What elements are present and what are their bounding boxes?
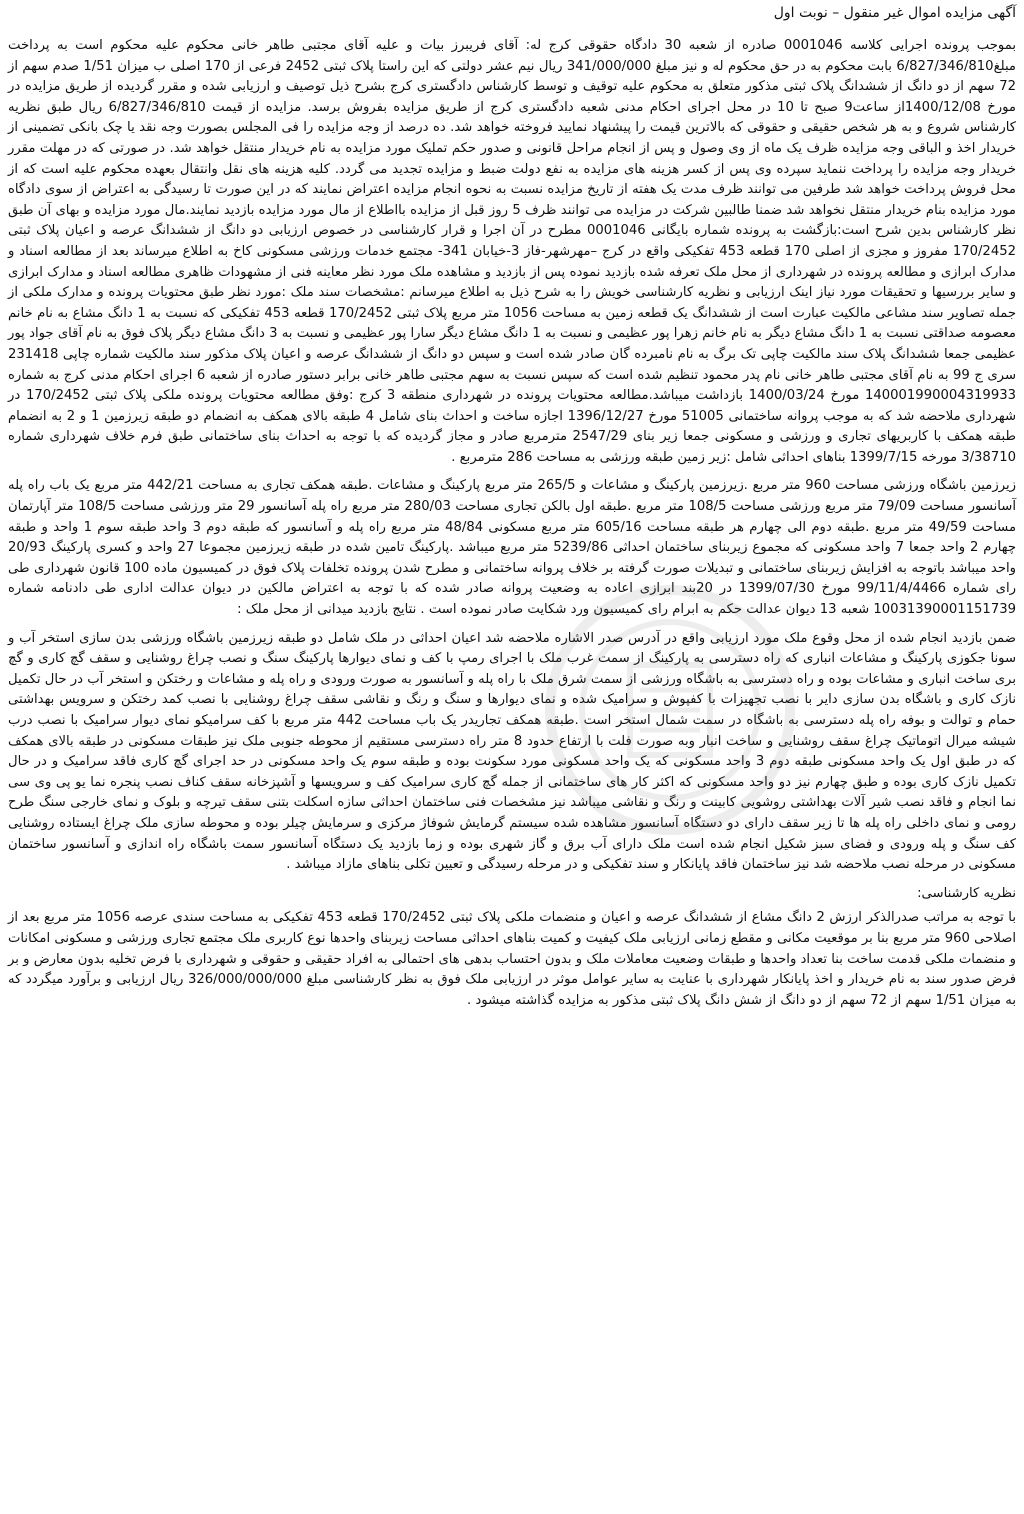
notice-title: آگهی مزایده اموال غیر منقول – نوبت اول — [773, 5, 1016, 21]
paragraph-spacer — [8, 621, 1016, 629]
notice-paragraph-1: بموجب پرونده اجرایی کلاسه 0001046 صادره از شعبه 30 دادگاه حقوقی کرج له: آقای فریبرز بیات و علیه آقای مجتبی طاهر خانی محکوم علیه محکوم است به پرداخت مبلغ6/827/346/810 بابت محکوم به در حق محکوم له و نیز مبلغ 341/000/000 ریال نیم عشر دولتی که این راستا پلاک ثبتی 2452 فرعی از 170 اصلی ب میزان 1/51 صدم سهم از 72 سهم از دو دانگ از ششدانگ پلاک ثبتی مذکور متعلق به محکوم علیه توقیف و توسط کارشناس دادگستری کرج بشرح ذیل توصیف و ارزیابی شده و مقرر گردیده از طریق مزایده در مورخ 1400/12/08از ساعت9 صبح تا 10 در محل اجرای احکام مدنی شعبه دادگستری کرج از طریق مزایده بفروش برسد. مزایده از قیمت 6/827/346/810 ریال طبق نظریه کارشناس شروع و به هر شخص حقیقی و حقوقی که بالاترین قیمت را پیشنهاد نمایید فروخته خواهد شد. ده درصد از وجه مزایده را فی المجلس بصورت وجه نقد یا چک بانکی تضمینی از خریدار اخذ و الباقی وجه مزایده ظرف یک ماه از وی وصول و پس از انجام مراحل قانونی و صدور حکم تملیک مورد مزایده به نام خریدار منتقل خواهد شد. در صورتی که در مهلت مقرر خریدار وجه مزایده را پرداخت ننماید سپرده وی پس از کسر هزینه های مزایده به نفع دولت ضبط و مزایده تجدید می گردد. کلیه هزینه های نقل وانتقال بعهده محکوم علیه است که از محل فروش پرداخت خواهد شد طرفین می توانند ظرف مدت یک هفته از تاریخ مزایده نسبت به نحوه انجام مزایده اعتراض نمایند که در این صورت تا رسیدگی به اعتراض از سوی دادگاه مورد مزایده بنام خریدار منتقل نخواهد شد ضمنا طالبین شرکت در مزایده می توانند ظرف 5 روز قبل از مزایده بااطلاع از مال مورد مزایده بازدید نمایند.مال مورد مزایده و بهای آن طبق نظر کارشناس بدین شرح است:بازگشت به پرونده شماره بایگانی 0001046 مطرح در آن اجرا و قرار کارشناسی در خصوص ارزیابی دو دانگ از ششدانگ عرصه و اعیان پلاک ثبتی 170/2452 مفروز و مجزی از اصلی 170 قطعه 453 تفکیکی واقع در کرج –مهرشهر-فاز 3-خیابان 341- مجتمع خدمات ورزشی مسکونی کاخ به اطلاع میرساند بعد از مطالعه اسناد و مدارک ابرازی و مطالعه پرونده در شهرداری از محل ملک تعرفه شده بازدید نموده پس از بازدید و مشاهده ملک مورد نظر معاینه فنی از مشهودات ظاهری مطالعه اسناد و مدارک ابرازی و سایر بررسیها و تحقیقات مورد نیاز اینک ارزیابی و نظریه کارشناسی خویش را به شرح ذیل به اطلاع میرسانم :مشخصات سند ملک :مورد نظر طبق محتویات پرونده و مدارک ملکی از جمله تصاویر سند مشاعی مالکیت عبارت است از ششدانگ یک قطعه زمین به مساحت 1056 متر مربع پلاک ثبتی 170/2452 قطعه 453 تفکیکی که نسبت به 1 دانگ مشاع به نام خانم معصومه صداقتی نسبت به 1 دانگ مشاع دیگر به نام خانم زهرا پور عظیمی و نسبت به 1 دانگ مشاع دیگر سارا پور عظیمی و نسبت به 3 دانگ مشاع دیگر پلاک فوق به نام آقای جواد پور عظیمی جمعا ششدانگ پلاک سند مالکیت چاپی تک برگ به نام نامبرده گان صادر شده است و سپس دو دانگ از ششدانگ عرصه و اعیان پلاک مذکور سند مالکیت شماره چاپی 231418 سری ج 99 به نام آقای مجتبی طاهر خانی نام پدر محمود تنظیم شده است که سپس نسبت به سهم مجتبی طاهر خانی برابر دستور صادره از شعبه 6 اجرای احکام مدنی کرج به شماره 140001990004319933 مورخ 1400/03/24 بازداشت میباشد.مطالعه محتویات پرونده در شهرداری منطقه 3 کرج :وفق مطالعه محتویات پرونده ملکی پلاک ثبتی 170/2452 در شهرداری ملاحضه شد که به موجب پروانه ساختمانی 51005 مورخ 1396/12/27 اجازه ساخت و احداث بنای شامل 4 طبقه بالای همکف به انضمام دو طبقه زیرزمین 1 و 2 به انضمام طبقه همکف با کاربریهای تجاری و ورزشی و مسکونی جمعا زیر بنای 2547/29 مترمربع صادر و مجاز گردیده که با توجه به احداث بنای ساختمانی طبق فرم خلاف شهرداری شماره 3/38710 مورخه 1399/7/15 بناهای احداثی شامل :زیر زمین طبقه ورزشی به مساحت 286 مترمربع . — [8, 38, 1017, 465]
notice-paragraph-2: زیرزمین باشگاه ورزشی مساحت 960 متر مربع .زیرزمین پارکینگ و مشاعات و 265/5 متر مربع پارکینگ و مشاعات .طبقه همکف تجاری به مساحت 442/21 متر مربع یک باب راه پله آسانسور مساحت 79/09 متر مربع ورزشی مساحت 108/5 متر مربع .طبقه اول بالکن تجاری مساحت 280/03 متر مربع راه پله آسانسور 29 متر ورزشی مساحت 108/5 متر آپارتمان مساحت 49/59 متر مربع .طبقه دوم الی چهارم هر طبقه مساحت 605/16 متر مربع مسکونی 48/84 متر مربع راه پله و آسانسور که طبقه دوم 3 واحد طبقه سوم 1 واحد و طبقه چهارم 2 واحد جمعا 7 واحد مسکونی که مجموع زیربنای ساختمان احداثی 5239/86 متر مربع میباشد .پارکینگ تامین شده در طبقه زیرزمین مجموعا 27 واحد و کسری پارکینگ 20/93 واحد میباشد باتوجه به افزایش زیربنای ساختمانی و تبدیلات صورت گرفته بر خلاف پروانه ساختمانی و مطرح شدن پرونده تخلفات پلاک فوق در کمیسیون ماده 100 قانون شهرداری طی رای شماره 99/11/4/4466 مورخ 1399/07/30 در 20بند ابرازی اعاده به وضعیت پروانه صادر شده که با توجه به اعتراض مالکین در دیوان عدالت اداری طی دادنامه شماره 10031390001151739 شعبه 13 دیوان عدالت حکم به ابرام رای کمیسیون ورد شکایت صادر نموده است . نتایج بازدید میدانی از محل ملک : — [8, 478, 1017, 618]
expert-opinion-text: با توجه به مراتب صدرالذکر ارزش 2 دانگ مشاع از ششدانگ عرصه و اعیان و منضمات ملکی پلاک ثبتی 170/2452 قطعه 453 تفکیکی به مساحت سندی عرصه 1056 متر مربع بعد از اصلاحی 960 متر مربع بنا بر موقعیت مکانی و مقطع زمانی ارزیابی ملک کیفیت و کمیت بناهای احداثی مساحت زیربنای واحدها نوع کاربری ملک مجتمع تجاری ورزشی و مسکونی امکانات و منضمات ملکی قدمت ساخت بنا تعداد واحدها و طبقات وضعیت معاملات ملک و بدون احتساب بدهی های احتمالی به افراد حقیقی و حقوقی و شهرداری با فرض تخلیه بدون معارض و بر فرض صدور سند به نام خریدار و اخذ پایانکار شهرداری با عنایت به سایر عوامل موثر در ارزیابی ملک فوق به نظر کارشناسی مبلغ 326/000/000/000 ریال ارزیابی و برآورد میگردد که به میزان 1/51 سهم از 72 سهم از دو دانگ از شش دانگ پلاک ثبتی مذکور به مزایده گذاشته میشود . — [8, 910, 1016, 1008]
expert-opinion-heading: نظریه کارشناسی: — [917, 885, 1016, 901]
notice-paragraph-3: ضمن بازدید انجام شده از محل وقوع ملک مورد ارزیابی واقع در آدرس صدر الاشاره ملاحضه شد اعیان احداثی در ملک شامل دو طبقه زیرزمین باشگاه ورزشی بدن سازی استخر آب و سونا جکوزی پارکینگ و مشاعات انباری که راه دسترسی به پارکینگ از سمت غرب ملک با اجرای رمپ با کف و نمای دیوارها پارکینگ سنگ و نصب چراغ روشنایی و سقف گچ کاری و گچ بری ساخت انباری و مشاعات بوده و راه دسترسی به باشگاه ورزشی از سمت شرق ملک با راه پله و آسانسور به صورت ورودی و راه پله و مشاعات و رختکن و استخر آب در حال تکمیل نازک کاری و باشگاه بدن سازی دایر با نصب تجهیزات با کفپوش و سرامیک شده و نمای دیوارها و سنگ و رنگ و نقاشی سقف چراغ روشنایی با نصب کمد رختکن و سرویس بهداشتی حمام و توالت و بوفه راه پله دسترسی به باشگاه در سمت شمال استخر است .طبقه همکف تجاریدر یک باب مساحت 442 متر مربع با کف سرامیکو نمای دیوار سرامیک با نصب درب شیشه میرال اتوماتیک چراغ سقف روشنایی و ساخت انبار وبه صورت فلت با ارتفاع حدود 8 متر راه دسترسی مستقیم از محوطه جنوبی ملک نیز طبقات مسکونی در طبقه بالای همکف که در طبق اول یک واحد مسکونی طبقه دوم 3 واحد مسکونی که یک واحد مسکونی مورد سکونت بوده و طبقه سوم یک واحد مسکونی در حد اجرای گچ کاری فاقد سرامیک و در حال تکمیل نازک کاری بوده و طبق چهارم نیز دو واحد مسکونی که اکثر کار های ساختمانی از جمله گچ کاری سرامیک کف و سرویسها و آشپزخانه سقف کناف نصب پنجره نما یو پی وی سی نما انجام و فاقد نصب شیر آلات بهداشتی روشویی کابینت و رنگ و نقاشی میباشد نیز مشخصات فنی ساختمان احداثی سازه اسکلت بتنی سقف تیرچه و بلوک و نمای خارجی سنگ طرح رومی و نمای داخلی راه پله ها تا زیر سقف دارای دو دستگاه آسانسور مشاهده شده سیستم گرمایش شوفاژ مرکزی و سرمایش چیلر بوده و محوطه سازی ملک چراغ ایستاده روشنایی کف سنگ و پله ورودی و فضای سبز شکیل انجام شده است ملک دارای آب برق و گاز شهری بوده و زما بازدید یک دستگاه آسانسور سمت باشگاه راه اندازی و آسانسور ساختمان مسکونی در مرحله نصب ملاحضه شد نیز ساختمان فاقد پایانکار و سند تفکیکی و در مرحله رسیدگی و تعیین تکلی بناهای مازاد میباشد . — [8, 630, 1017, 873]
paragraph-spacer — [8, 468, 1016, 476]
